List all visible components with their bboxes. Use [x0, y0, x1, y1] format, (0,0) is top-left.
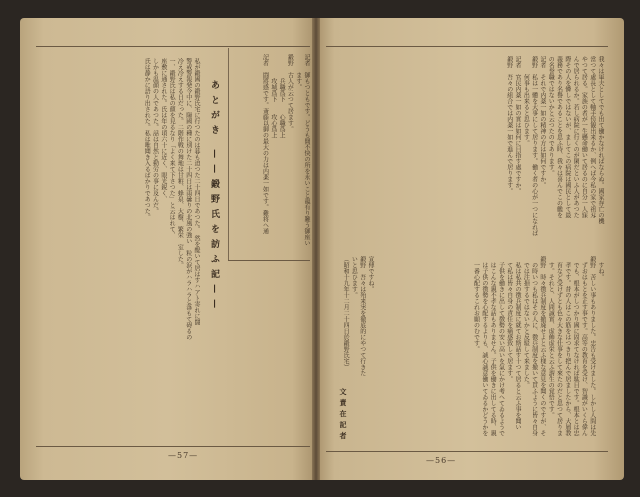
- text-column: では注損するではないかと反駁して来ました。: [522, 256, 530, 388]
- text-column: 我々は軍夫としてでも出て働かなければならぬ。國家存亡の機: [597, 56, 604, 224]
- text-column: やつて居る。家族の者が一生懸命働いて居るのに自分一人寐: [580, 56, 588, 218]
- article-heading: あとがき ——鍛野氏を訪ふ記——: [209, 80, 219, 315]
- dialogue-block: [234, 54, 310, 258]
- dialogue-line: ます。: [294, 54, 302, 90]
- top-rule-right: [326, 46, 608, 47]
- text-column: すね。: [597, 256, 604, 280]
- text-column: 子供を働きに出して徴勢の安い高いを氣にかけ考へてゐるようで: [497, 256, 505, 436]
- text-column: 私が鍛國の鍛野氏宅に行つたのは暮も迫つた二十四日であつた。 然を醍いて居はすハアト寄れに闘: [193, 58, 200, 325]
- closing-block: [326, 256, 374, 380]
- text-column: 鍛野 苦しい事もありました。忠告も受けました。しかし人間は先: [588, 256, 596, 436]
- dialogue-line: 攻城爲下 攻心爲上: [269, 54, 277, 138]
- text-column: 際その人を憐しではないが、ましてこの病院は國民として最: [563, 56, 571, 218]
- text-column: んで居られるか。若し病院に行くのが閑だといふ人があつた: [572, 56, 580, 218]
- text-column: 義務であり名譽であることを思ふ時、我々は喜んでこの艦を: [555, 56, 563, 218]
- text-column: 當つて處長として軸手傍観出来るか、例へば今私の家で祖刄: [588, 56, 596, 218]
- page-number-right: —56—: [426, 456, 457, 465]
- text-column: 警戒警報発令中に、陽國の種に別けた二十四日は雨曇りの北風の強い 粒の涙がハラハラと落もて碍るの: [184, 58, 192, 340]
- top-rule-left: [36, 46, 310, 47]
- page-number-left: —57—: [168, 451, 199, 460]
- text-column: は子供の徴勢を心配するよりも、誠心誠意働いてゐるかどうかを: [480, 256, 488, 436]
- dialogue-line: 記者 御もつともです。どうも開不快の所を永いこと龍有り難う御座い: [303, 54, 310, 246]
- bottom-rule-left: [36, 446, 310, 447]
- text-column: 記者 それで内薬一如の精神の方は如何ですか。: [538, 56, 546, 188]
- bottom-rule-right: [326, 451, 608, 452]
- upper-text-block: [330, 56, 604, 246]
- text-column: しかも温顔の人であつた。話は自然と勤労の事に及んだ。: [151, 58, 159, 214]
- book-gutter: [312, 18, 320, 480]
- text-column: でも、根本がしつかり國に固求てなければ駄目です。根本とは忠: [572, 256, 580, 436]
- text-column: 育など受けずとも色々大きな仕事をして來たのだと思つて居りま: [555, 256, 563, 436]
- text-column: 一、鍛野氏は私の顔を見るなり「よく来て下さつた」と云はれて、: [168, 58, 176, 238]
- text-column: はこんな親不孝な話もありません。子供を働きに出してる時、親: [489, 256, 497, 436]
- text-column: 宣傳ですね。: [367, 256, 374, 292]
- dialogue-line: 鍛野 古人が云つて居ます。: [286, 54, 294, 132]
- text-column: て私は皆々自身の責任を痛感致して居ます。: [505, 256, 513, 382]
- text-column: 記者 官民内薬一如の實は如何に目指す處ですか。: [514, 56, 522, 194]
- text-column: 鍛野 私は一體を大事にして居ります。働く者の心が一つになれば: [530, 56, 538, 236]
- text-column: 一番心配するこれお願のむです。: [472, 256, 480, 352]
- text-column: す。それと、人間誠實、虚飾虚栄と云ふ謂生の覚悟です。: [547, 256, 555, 418]
- dialogue-line: 兵職爲下 心職爲上: [278, 54, 286, 138]
- lower-text-block: [380, 256, 604, 446]
- text-column: 氏は静かに語り出された。私は唯聞き入るばかりであつた。: [143, 58, 151, 220]
- text-column: 私は私共の徴兵制度に就てお斯話す十つて居ると云ふ事を聞い: [514, 256, 522, 430]
- text-column: 座敷に通された。氏は年の頃六十に近く、眼光鋭く、: [159, 58, 167, 202]
- main-text-block: [40, 58, 200, 440]
- dialogue-line: 記者 闘將感です。斎藤以御の最大の力は内薬一如です。難将へ通: [261, 54, 269, 234]
- text-column: の名誉職ではないかと云つたのであります。: [547, 56, 555, 176]
- text-column: 鍛野 時々徴兵制度を撤廃せよと云ふ様な意見を聞くのですが、そ: [538, 256, 546, 436]
- date-note: （昭和十九年十二月二十四日於鍛野氏宅）: [342, 256, 350, 370]
- text-column: 孝です。昔の人はこの筋をはつきり把んで居ましたから、大層教: [563, 256, 571, 436]
- text-column: 冷え冷えする日だった。二階作戦の舞地は甘粧、蜂泉、大樹、繁栄 室した。: [176, 58, 184, 268]
- author-credit: 文責在記者: [339, 388, 348, 443]
- text-column: 鍛野 吾々は殆来実を徹底的にやつて行きたいと思ひます。: [350, 256, 366, 376]
- section-rule: [228, 260, 310, 261]
- text-column: ずおはもとを正す事です。高等の教育を受け、智識がいくら偉ん: [580, 256, 588, 436]
- text-column: の時いつも私はその人に、徴兵制度を撤いて貰ふように皆々自身: [530, 256, 538, 436]
- column-divider: [228, 48, 229, 260]
- text-column: 何事も出来ると思ひます。: [522, 56, 530, 146]
- text-column: 鍛野 吾々の組合では内薬一如で進んで居ります。: [505, 56, 513, 194]
